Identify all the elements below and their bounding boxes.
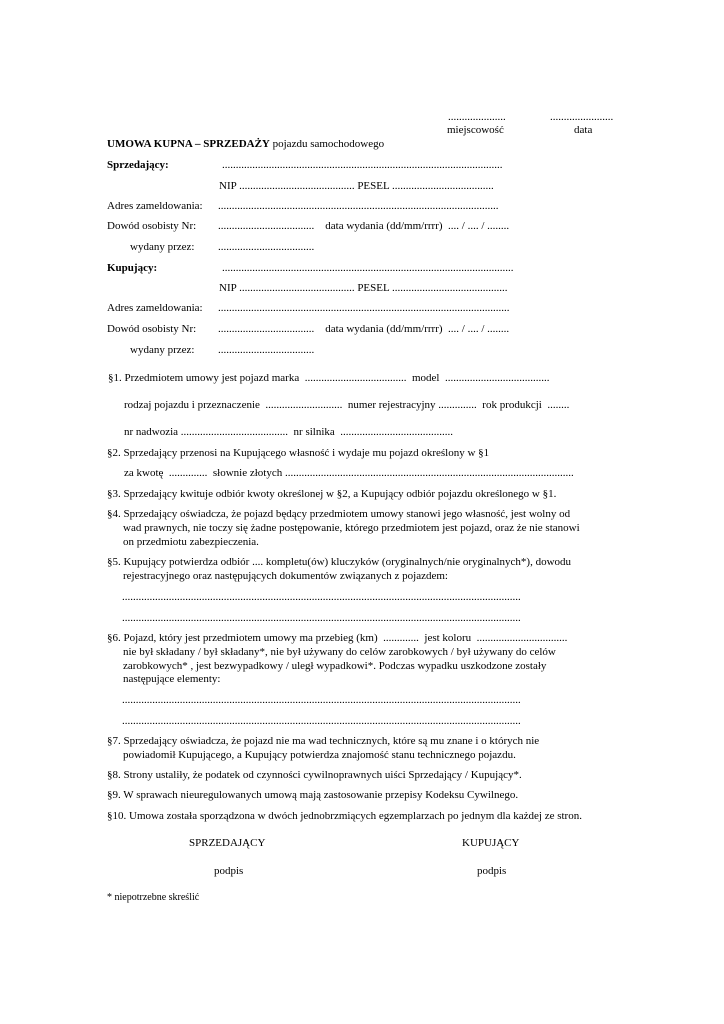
clause-5-line-2: rejestracyjnego oraz następujących dokumentów związanych z pojazdem: (123, 570, 448, 582)
buyer-signature-label: KUPUJĄCY (462, 837, 520, 849)
clause-3: §3. Sprzedający kwituje odbiór kwoty określonej w §2, a Kupujący odbiór pojazdu określonego w §1. (107, 488, 557, 500)
clause-1-line-1[interactable]: §1. Przedmiotem umowy jest pojazd marka ..................................... model ...................................... (108, 372, 550, 384)
footnote: * niepotrzebne skreślić (107, 892, 200, 903)
date-label: data (574, 124, 593, 136)
seller-nip-pesel[interactable]: NIP .......................................... PESEL ..................................... (219, 180, 494, 192)
buyer-signature[interactable]: podpis (477, 865, 507, 877)
seller-signature-label: SPRZEDAJĄCY (189, 837, 266, 849)
buyer-nip-pesel[interactable]: NIP .......................................... PESEL .......................................... (219, 282, 508, 294)
clause-6-dots-1[interactable]: ................................................................................................................................................. (122, 694, 521, 706)
document-title (107, 137, 384, 151)
buyer-id-label: Dowód osobisty Nr: (107, 323, 197, 335)
buyer-issued-label: wydany przez: (130, 344, 195, 356)
seller-name-dots[interactable]: ...................................................................................................... (222, 159, 503, 171)
clause-8: §8. Strony ustaliły, że podatek od czynności cywilnoprawnych uiści Sprzedający / Kupujący*. (107, 769, 522, 781)
seller-issued-label: wydany przez: (130, 241, 195, 253)
clause-6-line-4: następujące elementy: (123, 673, 221, 685)
clause-5-dots-2[interactable]: ................................................................................................................................................. (122, 612, 521, 624)
clause-1-line-2[interactable]: rodzaj pojazdu i przeznaczenie ............................ numer rejestracyjny .............. rok produkcji ........ (124, 399, 570, 411)
date-dots[interactable]: ....................... (550, 111, 614, 123)
clause-5-line-1: §5. Kupujący potwierdza odbiór .... kompletu(ów) kluczyków (oryginalnych/nie oryginalnych*), dowodu (107, 556, 572, 568)
title-rest: pojazdu samochodowego (269, 138, 385, 150)
seller-id-line[interactable]: ................................... data wydania (dd/mm/rrrr) .... / .... / ........ (218, 220, 510, 232)
buyer-name-dots[interactable]: .......................................................................................................... (222, 262, 514, 274)
seller-address-label: Adres zameldowania: (107, 200, 203, 212)
seller-issued-dots[interactable]: ................................... (218, 241, 315, 253)
seller-label: Sprzedający: (107, 159, 169, 171)
clause-4-line-1: §4. Sprzedający oświadcza, że pojazd będący przedmiotem umowy stanowi jego własność, jest wolny od (107, 508, 571, 520)
clause-10: §10. Umowa została sporządzona w dwóch jednobrzmiących egzemplarzach po jednym dla każdej ze stron. (107, 810, 582, 822)
seller-signature[interactable]: podpis (214, 865, 244, 877)
clause-2-line-1: §2. Sprzedający przenosi na Kupującego własność i wydaje mu pojazd określony w §1 (107, 447, 490, 459)
place-label: miejscowość (447, 124, 504, 136)
title-bold: UMOWA KUPNA – SPRZEDAŻY (107, 138, 270, 150)
clause-6-line-1[interactable]: §6. Pojazd, który jest przedmiotem umowy ma przebieg (km) ............. jest koloru ................................. (107, 632, 568, 644)
clause-6-line-3: zarobkowych* , jest bezwypadkowy / uległ wypadkowi*. Podczas wypadku uszkodzone zostały (123, 660, 547, 672)
clause-7-line-2: powiadomił Kupującego, a Kupujący potwierdza znajomość stanu technicznego pojazdu. (123, 749, 516, 761)
clause-6-dots-2[interactable]: ................................................................................................................................................. (122, 715, 521, 727)
clause-1-line-3[interactable]: nr nadwozia ....................................... nr silnika ......................................... (124, 426, 454, 438)
clause-5-dots-1[interactable]: ................................................................................................................................................. (122, 591, 521, 603)
clause-7-line-1: §7. Sprzedający oświadcza, że pojazd nie ma wad technicznych, które są mu znane i o których nie (107, 735, 540, 747)
clause-2-line-2[interactable]: za kwotę .............. słownie złotych ......................................................................................................... (124, 467, 574, 479)
clause-4-line-2: wad prawnych, nie toczy się żadne postępowanie, którego przedmiotem jest pojazd, oraz że nie stanowi (123, 522, 580, 534)
seller-id-label: Dowód osobisty Nr: (107, 220, 197, 232)
buyer-issued-dots[interactable]: ................................... (218, 344, 315, 356)
clause-9: §9. W sprawach nieuregulowanych umową mają zastosowanie przepisy Kodeksu Cywilnego. (107, 789, 519, 801)
place-dots[interactable]: ..................... (448, 111, 506, 123)
clause-4-line-3: on przedmiotu zabezpieczenia. (123, 536, 259, 548)
buyer-address-dots[interactable]: .......................................................................................................... (218, 302, 510, 314)
buyer-label: Kupujący: (107, 262, 158, 274)
seller-address-dots[interactable]: ...................................................................................................... (218, 200, 499, 212)
buyer-id-line[interactable]: ................................... data wydania (dd/mm/rrrr) .... / .... / ........ (218, 323, 510, 335)
clause-6-line-2: nie był składany / był składany*, nie był używany do celów zarobkowych / był używany do celów (123, 646, 556, 658)
buyer-address-label: Adres zameldowania: (107, 302, 203, 314)
